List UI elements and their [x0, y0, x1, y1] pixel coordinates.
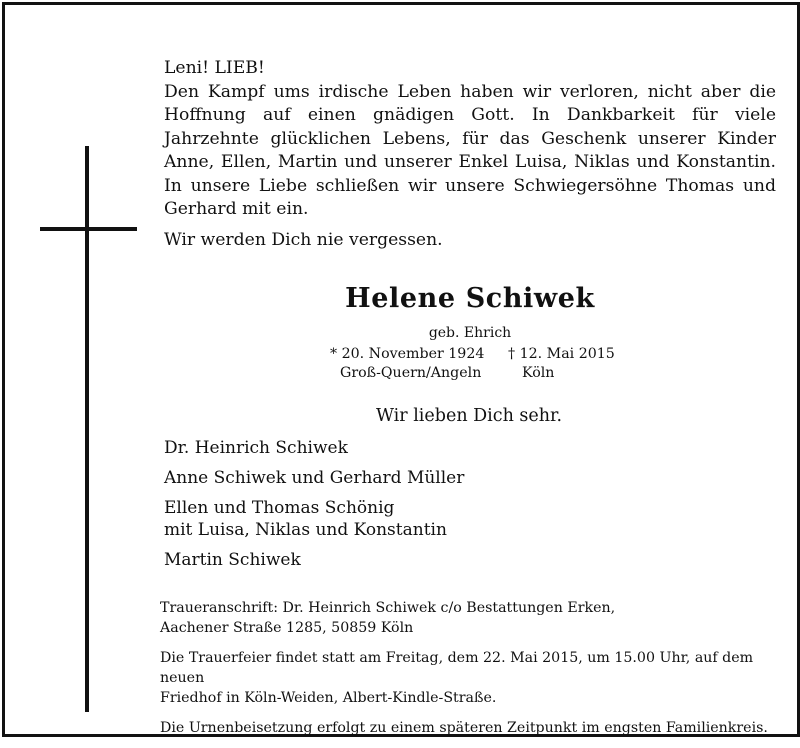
deceased-name: Helene Schiwek [345, 283, 595, 314]
opening-paragraph: Den Kampf ums irdische Leben haben wir verloren, nicht aber die Hoffnung auf einen gnädigen Gott. In Dankbarkeit für viele Jahrzehnte glücklichen Lebens, für das Geschenk unserer Kinder Anne, Ellen, Martin und unserer Enkel Luisa, Niklas und Konstantin. In unsere Liebe schließen wir unsere Schwiegersöhne Thomas und Gerhard mit ein. [164, 81, 776, 219]
love-line: Wir lieben Dich sehr. [376, 406, 563, 426]
mourning-address: Traueranschrift: Dr. Heinrich Schiwek c/o Bestattungen Erken, Aachener Straße 1285, 50859 Köln [160, 600, 616, 636]
cross-horizontal-bar [40, 227, 137, 231]
mourner-entry: Anne Schiwek und Gerhard Müller [164, 468, 465, 488]
maiden-name: geb. Ehrich [428, 325, 512, 341]
footer-info [160, 598, 790, 748]
mourner-entry: Ellen und Thomas Schönig mit Luisa, Niklas und Konstantin [164, 498, 447, 540]
mourners-list [164, 437, 464, 579]
birth-date: * 20. November 1924 [330, 346, 485, 362]
greeting: Leni! LIEB! [164, 58, 265, 78]
opening-text [164, 57, 776, 252]
opening-closing: Wir werden Dich nie vergessen. [164, 229, 443, 250]
death-place: Köln [522, 365, 555, 381]
mourner-entry: Martin Schiwek [164, 550, 301, 570]
birth-place: Groß-Quern/Angeln [340, 365, 482, 381]
urn-burial: Die Urnenbeisetzung erfolgt zu einem späteren Zeitpunkt im engsten Familienkreis. [160, 720, 768, 736]
mourner-entry: Dr. Heinrich Schiwek [164, 438, 348, 458]
death-date: † 12. Mai 2015 [508, 346, 615, 362]
funeral-ceremony: Die Trauerfeier findet statt am Freitag, dem 22. Mai 2015, um 15.00 Uhr, auf dem neuen Friedhof in Köln-Weiden, Albert-Kindle-Straße. [160, 650, 754, 706]
